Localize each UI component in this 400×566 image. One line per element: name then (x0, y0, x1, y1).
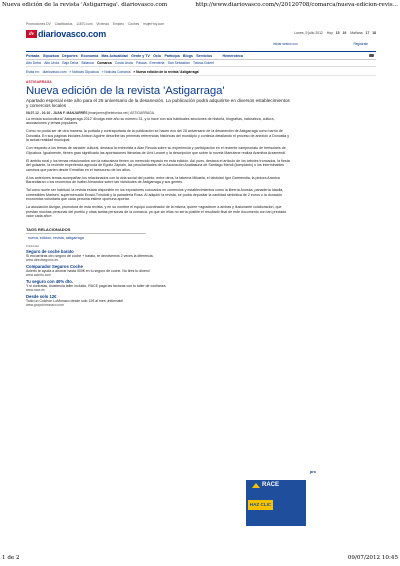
byline-date: 08.07.12 - 01:10 - (26, 110, 53, 115)
tags-heading: TAGS RELACIONADOS (26, 227, 146, 234)
subnav-item[interactable]: Pasaia - Errenteria (136, 61, 165, 65)
ad-description: Todo un Colchón LoMonaco desde solo 12€ al mes ¡infórmate! (26, 299, 124, 304)
promo-link[interactable]: Clasificados (54, 22, 73, 26)
promo-link[interactable]: Coches (128, 22, 140, 26)
subnav-item[interactable]: Alto Deba (26, 61, 41, 65)
subnav-item[interactable]: Bidasoa (81, 61, 94, 65)
ad-item[interactable] (26, 279, 291, 292)
ad-url[interactable]: www.race.es (26, 288, 45, 293)
site-logo[interactable] (26, 29, 106, 39)
print-url: http://www.diariovasco.com/v/20120708/comarca/nueva-edicion-revis... (195, 2, 398, 8)
nav-item[interactable]: Economía (81, 53, 99, 58)
subnav-item[interactable]: Costa Urola (114, 61, 133, 65)
camera-icon[interactable] (369, 54, 374, 57)
nav-item[interactable]: Ocio (153, 53, 162, 58)
current-date: Lunes, 9 julio 2012 (294, 31, 323, 35)
tomorrow-max: 18 (372, 31, 376, 35)
nav-item[interactable]: Blogs (182, 53, 193, 58)
race-banner[interactable] (246, 480, 306, 526)
promo-link[interactable]: Promociones DV (26, 22, 51, 26)
sponsor-logo[interactable]: pro (310, 470, 316, 474)
ad-description: Acierto te ayuda a ahorrar hasta 500€ en tu seguro de coche. No tires tu dinero! (26, 268, 150, 273)
byline-contact: jfmanjarres@telefonica.net | ASTIGARRAGA. (88, 110, 155, 115)
race-brand: RACE (262, 482, 280, 488)
sponsored-links (26, 244, 291, 308)
logo-wordmark: diariovasco.com (38, 29, 107, 39)
article-paragraph: A los anteriores temas acompañan los relacionados con la vida social del pueblo, entre otros, la taberna Mikaela, el txistulari Igor Garmendia, la pintora Arantxa Barandiaran o los recuerdos de Isabel Almandoz sobre las vicisitudes de Astigarraga y sus gentes. (26, 175, 280, 185)
ad-item[interactable] (26, 294, 291, 307)
article-section[interactable]: ASTIGARRAGA (26, 80, 52, 84)
tomorrow-min: 17 (365, 31, 370, 35)
breadcrumb-current: » Nueva edición de la revista 'Astigarraga' (133, 70, 200, 74)
subnav-item[interactable]: Bajo Deba (62, 61, 79, 65)
print-footer (0, 555, 400, 563)
byline-author: JUAN F. MANJARRÉS (53, 110, 88, 115)
subnav-item[interactable]: Alto Urola (44, 61, 60, 65)
ad-url[interactable]: www.acierto.com (26, 273, 51, 277)
ad-title[interactable]: Seguro de coche barato (26, 248, 74, 254)
promo-link[interactable]: Empleo (112, 22, 125, 26)
article-body (26, 117, 291, 219)
related-tags (26, 227, 146, 240)
ad-description: Y si contratas, Asistencia taller incluido, RACE paga las facturas con tu taller de confianza. (26, 284, 167, 288)
print-title: Nueva edición de la revista 'Astigarraga'. diariovasco.com (2, 2, 168, 8)
ad-url[interactable]: www.directseguros.es (26, 257, 59, 262)
article-byline (26, 111, 376, 115)
promo-bar (26, 22, 376, 27)
promo-link[interactable]: 11870.com (76, 22, 93, 26)
logo-mark: dv (26, 30, 37, 38)
tomorrow-label: Mañana (350, 31, 363, 35)
session-row (26, 41, 376, 46)
print-header (0, 2, 400, 10)
today-max: 19 (342, 31, 347, 35)
article-subtitle: Apartado especial este año para el 25 aniversario de la desanexión. La publicación podrá adquirirse en diversos establecimientos y comercios locales (26, 98, 290, 109)
print-page-number: 1 de 2 (2, 555, 20, 561)
breadcrumb-link[interactable]: diariovasco.com (42, 70, 67, 74)
breadcrumb-prefix: Estás en: (26, 70, 40, 74)
article-paragraph: La revista sociocultural 'Astigarraga 2012' divulga este año su número 31, y lo hace con sus habituales secciones de historia, biografías, naturaleza, cultura, asociaciones y temas populares. (26, 116, 275, 126)
ad-description: Si encuentras otro seguro de coche + barato, te devolvemos 2 veces la diferencia. (26, 253, 154, 258)
nav-item[interactable]: Gente y TV (131, 53, 150, 58)
nav-item[interactable]: Participa (164, 53, 180, 58)
masthead (26, 28, 376, 41)
print-timestamp: 09/07/2012 10:45 (347, 555, 398, 561)
article-paragraph: Con respecto a los temas de carácter cultural, destaca la entrevista a Aian Reoola sobre su experiencia y participación en el reciente campeonato de bertsolaris de Gipuzkoa. Igualmente, tienen gran significado las aportaciones literarias de Urbi Leonet y la descripción que sobre la novela Martutene realiza Aramitxa Arzamendi. (26, 146, 287, 155)
date-weather (291, 31, 376, 35)
ad-item[interactable] (26, 249, 291, 262)
nav-hemeroteca[interactable]: Hemeroteca (222, 53, 244, 58)
race-cta-button[interactable]: HAZ CLIC (248, 500, 273, 510)
nav-item[interactable]: Más Actualidad (101, 53, 128, 58)
ad-url[interactable]: www.grupolomonaco.com (26, 303, 64, 308)
ad-item[interactable] (26, 264, 291, 277)
sub-nav (26, 60, 376, 67)
article-paragraph: Como no podía ser de otra manera, la portada y contraportada de la publicación se hacen eco del 25 aniversario de la desanexión de Astigarraga como barrio de Donostia. En sus páginas iniciales Antxon Aguirre describe las primeras referencias históricas del municipio y continúa detallando el proceso de anexión a Donostia y la actual realidad municipal. (26, 129, 290, 143)
subnav-item[interactable]: San Sebastián (167, 61, 190, 65)
race-logo-icon (252, 483, 260, 488)
article-title: Nueva edición de la revista 'Astigarraga' (26, 85, 225, 97)
nav-item[interactable]: Portada (26, 53, 40, 58)
nav-item[interactable]: Servicios (196, 53, 213, 58)
register-link[interactable]: Registrate (353, 42, 368, 46)
today-label: Hoy (326, 31, 333, 35)
breadcrumb-link[interactable]: » Noticias Gipuzkoa (69, 70, 99, 74)
login-link[interactable]: Iniciar sesión con (273, 42, 298, 46)
nav-item[interactable]: Deportes (62, 53, 78, 58)
breadcrumb-link[interactable]: » Noticias Comarca (101, 70, 131, 74)
web-page (26, 22, 376, 309)
ads-label: Publicidad (26, 243, 39, 248)
breadcrumb (26, 70, 376, 76)
promo-link[interactable]: mujerHoy.com (143, 22, 165, 26)
subnav-item-active[interactable]: Comarca (97, 61, 112, 65)
ad-title[interactable]: Desde solo 12€ (26, 294, 57, 300)
tags-values[interactable]: nueva, edicion, revista, astigarraga (28, 235, 84, 240)
nav-item[interactable]: Gipuzkoa (42, 53, 59, 58)
main-nav (26, 51, 376, 60)
ad-title[interactable]: Comparador Seguros Coche (26, 263, 83, 269)
promo-link[interactable]: Vivienda (96, 22, 109, 26)
article-paragraph: Tal como suele ser habitual, la revista estará disponible en los expositores colocados en comercios y establecimientos como la librería Anuska, panadería Idaolla, comestibles Marisen, supermercado Eroski-Txindoki y la panadería Rosa. Al adquirir la revista, se podrá depositar la cantidad simbólica de 2 euros o la donación económica voluntaria que cada persona estime oportuna aportar. (26, 188, 284, 202)
subnav-item[interactable]: Tolosa-Goierri (193, 61, 215, 65)
today-min: 15 (335, 31, 340, 35)
article-paragraph: La asociación Atzigar, promotora de esta revista, y en su nombre el equipo coordinador de la misma, quiere «agradecer a ambas y ilusionante colaboración, que prestan muchas personas del pueblo y otras tantas personas de la comarca, ya que sin ellas no sería posible el resultado final de este documento con tan preciado valor cada año». (26, 205, 287, 219)
ad-title[interactable]: Tu seguro con 40% dto. (26, 279, 73, 284)
article-paragraph: El ámbito rural y los temas relacionados con la naturaleza tienen un merecido espacio en esta edición. Así pues, destaca el artículo de los árboles truncados, la fiesta del guisante, la reciente experiencia agrícola de Egoitz Zapiain, las peculiaridades de la Asociación Anaitasuna de Santiago Mendi (komplantx) o los interminables caminos que parten desde Ermañán en el transcurso de los años. (26, 158, 290, 172)
